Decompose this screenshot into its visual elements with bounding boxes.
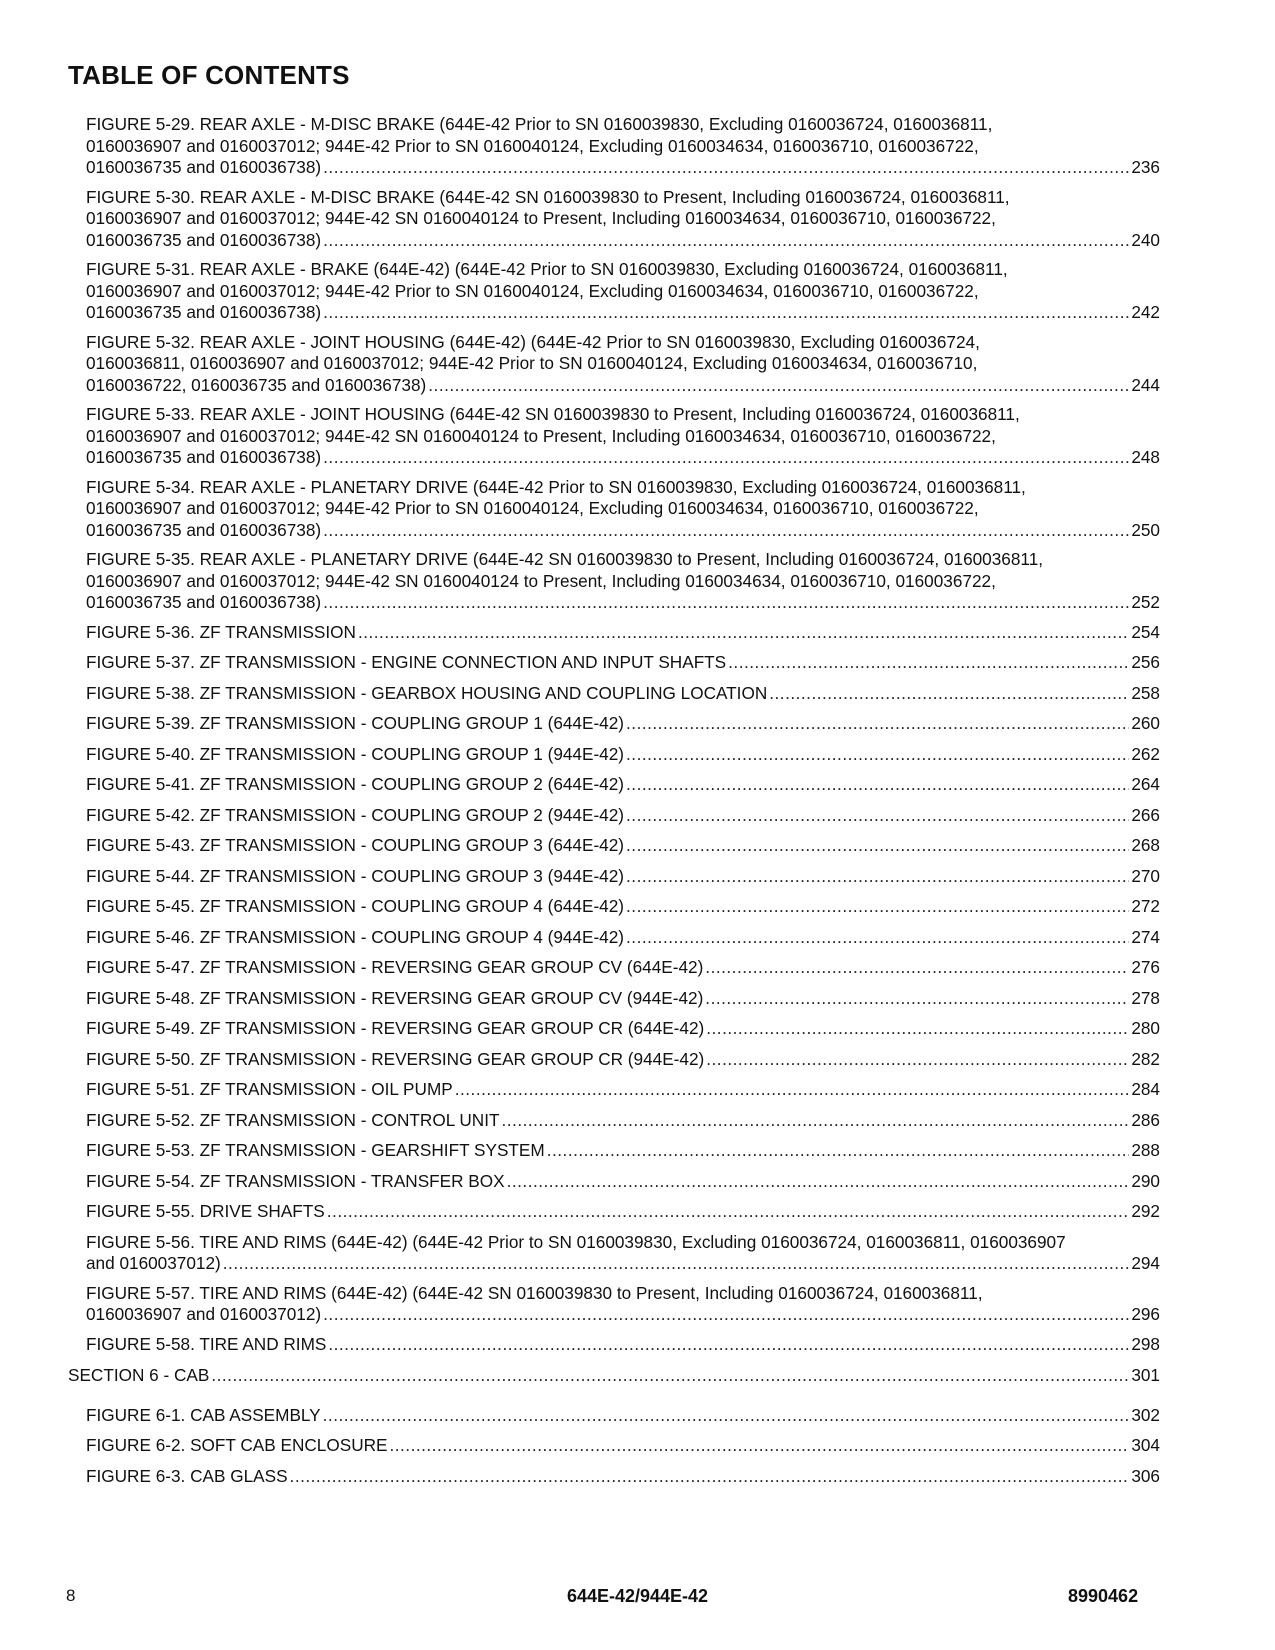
toc-page-number: 264 <box>1131 774 1160 794</box>
toc-entry-text: 0160036722, 0160036735 and 0160036738) <box>86 374 427 395</box>
toc-page-number: 244 <box>1131 374 1160 395</box>
toc-entry[interactable] <box>86 1079 1160 1101</box>
toc-entry-text: FIGURE 5-56. TIRE AND RIMS (644E-42) (644E-42 Prior to SN 0160039830, Excluding 0160036724, 0160036811, 0160036907 <box>86 1231 1066 1252</box>
toc-page-number: 280 <box>1131 1018 1160 1038</box>
toc-page-number: 296 <box>1131 1304 1160 1324</box>
toc-page-number: 240 <box>1131 229 1160 250</box>
toc-entry-text: 0160036735 and 0160036738) <box>86 447 322 467</box>
toc-entry-text: 0160036811, 0160036907 and 0160037012; 944E-42 Prior to SN 0160040124, Excluding 0160034634, 0160036710, <box>86 353 978 373</box>
toc-entry-text: FIGURE 5-40. ZF TRANSMISSION - COUPLING GROUP 1 (944E-42) <box>86 743 625 764</box>
dot-leader <box>547 1140 1130 1162</box>
toc-entry-text: FIGURE 5-55. DRIVE SHAFTS <box>86 1201 325 1221</box>
toc-entry[interactable] <box>86 404 1160 469</box>
toc-page-number: 304 <box>1131 1435 1160 1455</box>
toc-page-number: 258 <box>1131 682 1160 703</box>
dot-leader <box>328 1334 1129 1356</box>
toc-page-number: 274 <box>1131 926 1160 947</box>
toc-entry-text: FIGURE 5-45. ZF TRANSMISSION - COUPLING GROUP 4 (644E-42) <box>86 896 625 916</box>
dot-leader <box>290 1466 1130 1488</box>
toc-page-number: 242 <box>1131 302 1160 322</box>
toc-entry-text: FIGURE 5-42. ZF TRANSMISSION - COUPLING GROUP 2 (944E-42) <box>86 804 625 825</box>
dot-leader <box>223 1253 1130 1275</box>
toc-page-number: 282 <box>1131 1048 1160 1069</box>
toc-page-number: 272 <box>1131 896 1160 916</box>
toc-page-number: 266 <box>1131 804 1160 825</box>
dot-leader <box>626 805 1129 827</box>
dot-leader <box>323 302 1129 324</box>
toc-entry-text: FIGURE 5-54. ZF TRANSMISSION - TRANSFER BOX <box>86 1170 505 1191</box>
toc-entry[interactable] <box>86 1049 1160 1071</box>
toc-page-number: 256 <box>1131 652 1160 672</box>
toc-page-number: 278 <box>1131 987 1160 1008</box>
toc-entry-text: 0160036735 and 0160036738) <box>86 229 322 250</box>
toc-entry-text: FIGURE 5-35. REAR AXLE - PLANETARY DRIVE (644E-42 SN 0160039830 to Present, Including 0160036724, 0160036811, <box>86 549 1044 569</box>
toc-entry-text: 0160036907 and 0160037012; 944E-42 SN 0160040124 to Present, Including 0160034634, 0160036710, 0160036722, <box>86 570 996 591</box>
toc-page-number: 302 <box>1131 1404 1160 1425</box>
toc-entry[interactable] <box>86 1140 1160 1162</box>
toc-entry-text: FIGURE 5-57. TIRE AND RIMS (644E-42) (644E-42 SN 0160039830 to Present, Including 0160036724, 0160036811, <box>86 1282 983 1303</box>
toc-page-number: 262 <box>1131 743 1160 764</box>
toc-entry[interactable] <box>86 835 1160 857</box>
toc-page-number: 236 <box>1131 157 1160 177</box>
toc-entry[interactable] <box>86 1466 1160 1488</box>
dot-leader <box>323 1405 1130 1427</box>
toc-entry-text: FIGURE 6-1. CAB ASSEMBLY <box>86 1404 321 1425</box>
toc-entry-text: 0160036907 and 0160037012) <box>86 1304 322 1324</box>
toc-entry[interactable] <box>86 1201 1160 1223</box>
toc-page-number: 284 <box>1131 1079 1160 1099</box>
toc-page-number: 288 <box>1131 1140 1160 1160</box>
toc-page-number: 248 <box>1131 447 1160 467</box>
dot-leader <box>323 230 1129 252</box>
dot-leader <box>323 447 1129 469</box>
page-title: TABLE OF CONTENTS <box>68 60 350 90</box>
toc-entry-text: FIGURE 5-36. ZF TRANSMISSION <box>86 621 356 642</box>
toc-entry[interactable] <box>86 1018 1160 1040</box>
toc-entry-text: FIGURE 5-38. ZF TRANSMISSION - GEARBOX HOUSING AND COUPLING LOCATION <box>86 682 768 703</box>
toc-entry[interactable] <box>86 1405 1160 1427</box>
page-footer <box>0 1586 1275 1610</box>
toc-entry-text: FIGURE 5-44. ZF TRANSMISSION - COUPLING GROUP 3 (944E-42) <box>86 865 625 886</box>
toc-entry-text: FIGURE 5-33. REAR AXLE - JOINT HOUSING (644E-42 SN 0160039830 to Present, Including 0160036724, 0160036811, <box>86 404 1020 424</box>
toc-entry[interactable] <box>86 1232 1160 1275</box>
toc-entry-text: 0160036907 and 0160037012; 944E-42 SN 0160040124 to Present, Including 0160034634, 0160036710, 0160036722, <box>86 425 996 446</box>
toc-entry[interactable] <box>86 652 1160 674</box>
dot-leader <box>728 652 1129 674</box>
toc-entry[interactable] <box>86 1283 1160 1326</box>
dot-leader <box>358 622 1129 644</box>
toc-entry[interactable] <box>86 896 1160 918</box>
toc-entry[interactable] <box>86 549 1160 614</box>
dot-leader <box>323 592 1129 614</box>
dot-leader <box>626 896 1129 918</box>
toc-entry-text: 0160036735 and 0160036738) <box>86 519 322 540</box>
toc-entry[interactable] <box>86 1171 1160 1193</box>
dot-leader <box>705 957 1129 979</box>
toc-page-number: 292 <box>1131 1201 1160 1221</box>
dot-leader <box>626 866 1129 888</box>
toc-entry-text: FIGURE 5-51. ZF TRANSMISSION - OIL PUMP <box>86 1079 453 1099</box>
toc-entry[interactable] <box>86 713 1160 735</box>
toc-entry-text: FIGURE 5-50. ZF TRANSMISSION - REVERSING GEAR GROUP CR (944E-42) <box>86 1048 705 1069</box>
toc-page-number: 290 <box>1131 1170 1160 1191</box>
page-number: 8 <box>66 1586 76 1605</box>
dot-leader <box>428 375 1129 397</box>
toc-entry-text: FIGURE 5-53. ZF TRANSMISSION - GEARSHIFT SYSTEM <box>86 1140 545 1160</box>
toc-page-number: 298 <box>1131 1333 1160 1354</box>
toc-page-number: 270 <box>1131 865 1160 886</box>
toc-entry-text: FIGURE 5-31. REAR AXLE - BRAKE (644E-42) (644E-42 Prior to SN 0160039830, Excluding 0160036724, 0160036811, <box>86 259 1008 279</box>
dot-leader <box>389 1435 1129 1457</box>
toc-entry-text: 0160036907 and 0160037012; 944E-42 Prior to SN 0160040124, Excluding 0160034634, 0160036710, 0160036722, <box>86 280 979 301</box>
toc-entry-text: 0160036735 and 0160036738) <box>86 302 322 322</box>
toc-entry[interactable] <box>86 259 1160 324</box>
toc-entry[interactable] <box>86 477 1160 542</box>
dot-leader <box>626 835 1129 857</box>
toc-entry-text: FIGURE 5-49. ZF TRANSMISSION - REVERSING GEAR GROUP CR (644E-42) <box>86 1018 705 1038</box>
toc-entry-text: FIGURE 5-43. ZF TRANSMISSION - COUPLING GROUP 3 (644E-42) <box>86 835 625 855</box>
toc-entry-text: 0160036735 and 0160036738) <box>86 157 322 177</box>
toc-page-number: 286 <box>1131 1109 1160 1130</box>
toc-list <box>68 114 1160 1496</box>
toc-page-number: 294 <box>1131 1253 1160 1273</box>
dot-leader <box>327 1201 1130 1223</box>
toc-entry-text: FIGURE 5-37. ZF TRANSMISSION - ENGINE CONNECTION AND INPUT SHAFTS <box>86 652 727 672</box>
toc-page-number: 250 <box>1131 519 1160 540</box>
toc-entry-text: FIGURE 5-32. REAR AXLE - JOINT HOUSING (644E-42) (644E-42 Prior to SN 0160039830, Excluding 0160036724, <box>86 331 980 352</box>
toc-entry[interactable] <box>86 683 1160 705</box>
toc-entry-text: FIGURE 5-47. ZF TRANSMISSION - REVERSING GEAR GROUP CV (644E-42) <box>86 957 704 977</box>
toc-entry[interactable] <box>86 622 1160 644</box>
toc-page-number: 301 <box>1131 1365 1160 1385</box>
toc-entry[interactable] <box>86 187 1160 252</box>
toc-entry-text: FIGURE 5-58. TIRE AND RIMS <box>86 1333 327 1354</box>
toc-page-number: 254 <box>1131 621 1160 642</box>
document-number: 8990462 <box>1068 1586 1139 1606</box>
toc-entry-text: 0160036907 and 0160037012; 944E-42 SN 0160040124 to Present, Including 0160034634, 0160036710, 0160036722, <box>86 208 996 228</box>
toc-section-entry[interactable] <box>68 1365 1160 1387</box>
toc-entry-text: 0160036735 and 0160036738) <box>86 592 322 612</box>
dot-leader <box>626 774 1129 796</box>
toc-entry-text: FIGURE 5-48. ZF TRANSMISSION - REVERSING GEAR GROUP CV (944E-42) <box>86 987 704 1008</box>
toc-page-number: 268 <box>1131 835 1160 855</box>
toc-entry[interactable] <box>86 1435 1160 1457</box>
toc-entry[interactable] <box>86 1334 1160 1356</box>
dot-leader <box>323 1304 1129 1326</box>
dot-leader <box>211 1365 1129 1387</box>
dot-leader <box>323 520 1129 542</box>
dot-leader <box>626 927 1129 949</box>
dot-leader <box>626 713 1129 735</box>
toc-entry[interactable] <box>86 332 1160 397</box>
dot-leader <box>455 1079 1130 1101</box>
dot-leader <box>706 1018 1129 1040</box>
toc-page-number: 260 <box>1131 713 1160 733</box>
toc-entry-text: SECTION 6 - CAB <box>68 1365 210 1385</box>
toc-entry[interactable] <box>86 1110 1160 1132</box>
model-number: 644E-42/944E-42 <box>566 1586 709 1606</box>
dot-leader <box>323 157 1129 179</box>
toc-page-number: 276 <box>1131 957 1160 977</box>
toc-entry-text: FIGURE 5-34. REAR AXLE - PLANETARY DRIVE (644E-42 Prior to SN 0160039830, Excluding 0160036724, 0160036811, <box>86 476 1026 497</box>
toc-entry-text: FIGURE 5-52. ZF TRANSMISSION - CONTROL UNIT <box>86 1109 500 1130</box>
dot-leader <box>507 1171 1130 1193</box>
toc-entry-text: FIGURE 5-29. REAR AXLE - M-DISC BRAKE (644E-42 Prior to SN 0160039830, Excluding 0160036724, 0160036811, <box>86 114 993 134</box>
toc-page-number: 306 <box>1131 1465 1160 1486</box>
toc-entry-text: FIGURE 6-3. CAB GLASS <box>86 1465 288 1486</box>
dot-leader <box>706 1049 1129 1071</box>
toc-entry-text: FIGURE 6-2. SOFT CAB ENCLOSURE <box>86 1435 388 1455</box>
toc-page-number: 252 <box>1131 592 1160 612</box>
toc-entry[interactable] <box>86 744 1160 766</box>
dot-leader <box>705 988 1129 1010</box>
dot-leader <box>502 1110 1130 1132</box>
toc-entry[interactable] <box>86 957 1160 979</box>
toc-entry[interactable] <box>86 988 1160 1010</box>
toc-entry-text: 0160036907 and 0160037012; 944E-42 Prior to SN 0160040124, Excluding 0160034634, 0160036710, 0160036722, <box>86 498 979 518</box>
toc-entry-text: and 0160037012) <box>86 1253 221 1273</box>
toc-entry[interactable] <box>86 774 1160 796</box>
toc-entry[interactable] <box>86 805 1160 827</box>
toc-entry-text: FIGURE 5-46. ZF TRANSMISSION - COUPLING GROUP 4 (944E-42) <box>86 926 625 947</box>
toc-entry-text: FIGURE 5-39. ZF TRANSMISSION - COUPLING GROUP 1 (644E-42) <box>86 713 625 733</box>
toc-entry[interactable] <box>86 114 1160 179</box>
dot-leader <box>769 683 1129 705</box>
dot-leader <box>626 744 1129 766</box>
toc-entry-text: 0160036907 and 0160037012; 944E-42 Prior to SN 0160040124, Excluding 0160034634, 0160036710, 0160036722, <box>86 135 979 156</box>
toc-entry[interactable] <box>86 927 1160 949</box>
toc-entry-text: FIGURE 5-41. ZF TRANSMISSION - COUPLING GROUP 2 (644E-42) <box>86 774 625 794</box>
toc-entry[interactable] <box>86 866 1160 888</box>
toc-entry-text: FIGURE 5-30. REAR AXLE - M-DISC BRAKE (644E-42 SN 0160039830 to Present, Including 0160036724, 0160036811, <box>86 186 1010 207</box>
